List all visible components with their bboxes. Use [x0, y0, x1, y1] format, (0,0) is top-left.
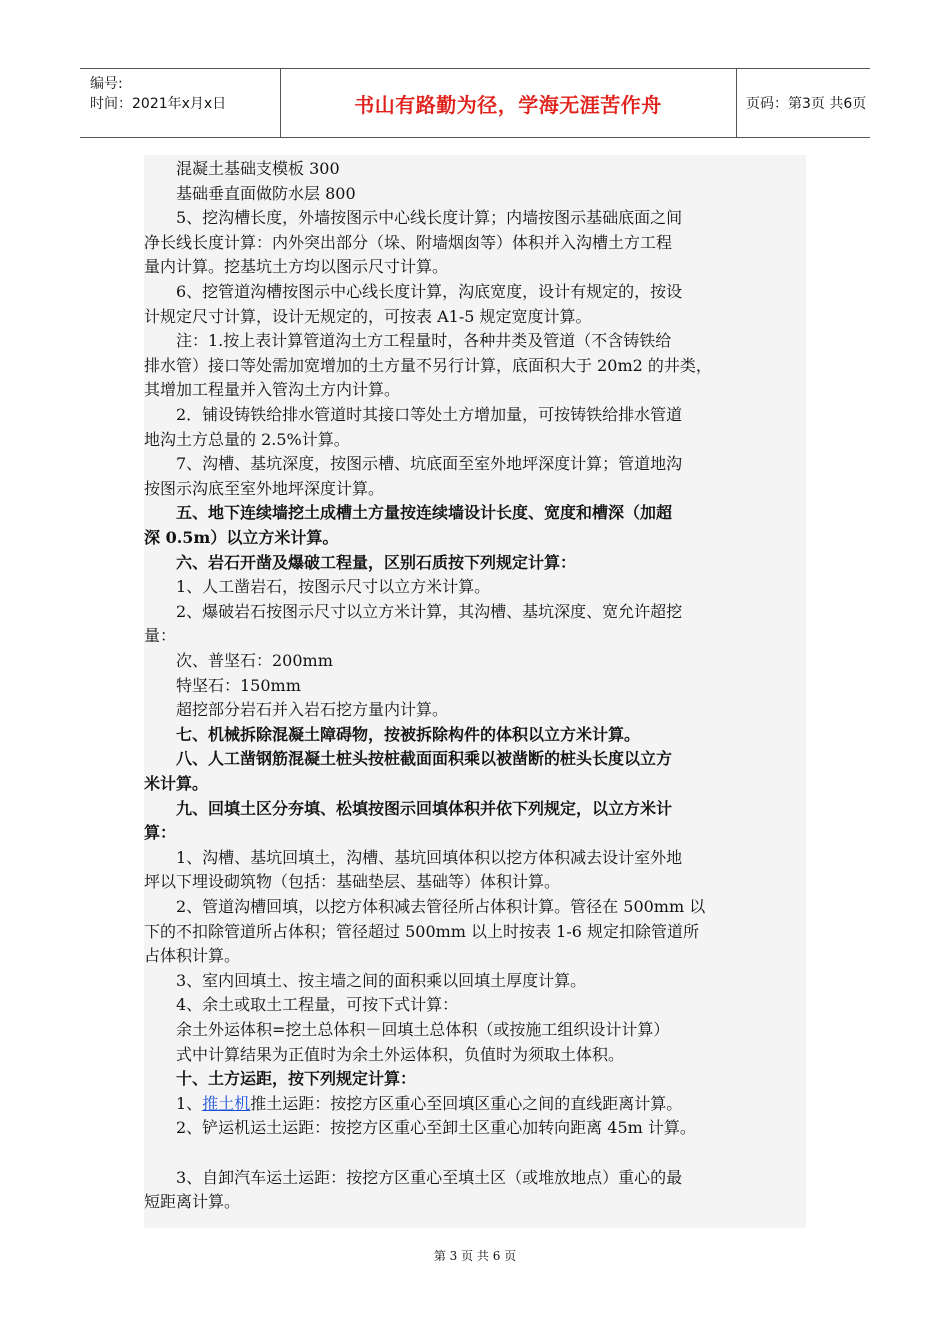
body-line: 2、铲运机运土运距：按挖方区重心至卸土区重心加转向距离 45m 计算。: [144, 1118, 696, 1138]
body-line: 式中计算结果为正值时为余土外运体积，负值时为须取土体积。: [144, 1044, 625, 1064]
body-line: 注：1.按上表计算管道沟土方工程量时，各种井类及管道（不含铸铁给: [144, 331, 672, 351]
body-line: 坪以下埋设砌筑物（包括：基础垫层、基础等）体积计算。: [144, 872, 561, 892]
body-line-with-link: [144, 1092, 682, 1116]
header-page-info: 页码：第3页 共6页: [746, 96, 867, 112]
body-line: 4、余土或取土工程量，可按下式计算：: [144, 995, 459, 1015]
body-line: 五、地下连续墙挖土成槽土方量按连续墙设计长度、宽度和槽深（加超: [144, 503, 673, 523]
page-header: [80, 68, 870, 138]
header-meta: [80, 69, 281, 137]
body-line: 基础垂直面做防水层 800: [144, 183, 356, 203]
body-line: 其增加工程量并入管沟土方内计算。: [144, 380, 401, 400]
document-body: [144, 155, 806, 1228]
body-line: 算：: [144, 823, 177, 843]
body-line: 占体积计算。: [144, 946, 241, 966]
body-line: 深 0.5m）以立方米计算。: [144, 528, 339, 547]
body-line: 净长线长度计算：内外突出部分（垛、附墙烟囱等）体积并入沟槽土方工程: [144, 232, 673, 252]
body-line: 计规定尺寸计算，设计无规定的，可按表 A1-5 规定宽度计算。: [144, 306, 592, 326]
body-line: 余土外运体积=挖土总体积－回填土总体积（或按施工组织设计计算）: [144, 1020, 670, 1039]
body-line: 十、土方运距，按下列规定计算：: [144, 1069, 417, 1089]
body-line: 排水管）接口等处需加宽增加的土方量不另行计算，底面积大于 20m2 的井类，: [144, 355, 712, 375]
body-line: 短距离计算。: [144, 1192, 241, 1212]
header-motto-cell: [280, 69, 737, 137]
bulldozer-link[interactable]: 推土机: [202, 1093, 251, 1113]
body-line: 2、爆破岩石按图示尺寸以立方米计算，其沟槽、基坑深度、宽允许超挖: [144, 601, 683, 621]
body-line: 米计算。: [144, 774, 209, 793]
line-prefix: 1、: [144, 1093, 203, 1113]
body-line: 1、沟槽、基坑回填土，沟槽、基坑回填体积以挖方体积减去设计室外地: [144, 847, 683, 867]
body-line: 2．铺设铸铁给排水管道时其接口等处土方增加量，可按铸铁给排水管道: [144, 405, 683, 424]
body-line: 3、室内回填土、按主墙之间的面积乘以回填土厚度计算。: [144, 970, 587, 990]
body-line: 6、挖管道沟槽按图示中心线长度计算，沟底宽度，设计有规定的，按设: [144, 282, 683, 301]
body-line: 1、人工凿岩石，按图示尺寸以立方米计算。: [144, 577, 491, 597]
number-label: 编号:: [90, 76, 123, 92]
body-line: 5、挖沟槽长度，外墙按图示中心线长度计算；内墙按图示基础底面之间: [144, 208, 683, 228]
body-line: 混凝土基础支模板 300: [144, 159, 340, 178]
body-line: 按图示沟底至室外地坪深度计算。: [144, 478, 385, 498]
body-line: 2、管道沟槽回填，以挖方体积减去管径所占体积计算。管径在 500mm 以: [144, 897, 706, 916]
header-motto: 书山有路勤为径，学海无涯苦作舟: [354, 92, 662, 117]
body-line: 量：: [144, 626, 177, 646]
body-line: 六、岩石开凿及爆破工程量，区别石质按下列规定计算：: [144, 552, 577, 572]
page-footer: 第 3 页 共 6 页: [433, 1249, 517, 1263]
body-line: 地沟土方总量的 2.5%计算。: [144, 429, 350, 449]
body-line: 量内计算。挖基坑土方均以图示尺寸计算。: [144, 257, 449, 277]
body-line: 九、回填土区分夯填、松填按图示回填体积并依下列规定，以立方米计: [144, 798, 673, 818]
line-suffix: 推土运距：按挖方区重心至回填区重心之间的直线距离计算。: [250, 1093, 683, 1113]
body-line: 七、机械拆除混凝土障碍物，按被拆除构件的体积以立方米计算。: [144, 724, 641, 744]
body-line: 下的不扣除管道所占体积；管径超过 500mm 以上时按表 1-6 规定扣除管道所: [144, 921, 699, 941]
body-line: 次、普坚石：200mm: [144, 651, 333, 670]
time-label: 时间：2021年x月x日: [90, 96, 227, 112]
body-line: 7、沟槽、基坑深度，按图示槽、坑底面至室外地坪深度计算；管道地沟: [144, 454, 683, 474]
body-line: 八、人工凿钢筋混凝土桩头按桩截面面积乘以被凿断的桩头长度以立方: [144, 749, 673, 769]
body-line: 3、自卸汽车运土运距：按挖方区重心至填土区（或堆放地点）重心的最: [144, 1167, 683, 1187]
body-line: 超挖部分岩石并入岩石挖方量内计算。: [144, 700, 449, 720]
body-line: 特坚石：150mm: [144, 675, 301, 695]
